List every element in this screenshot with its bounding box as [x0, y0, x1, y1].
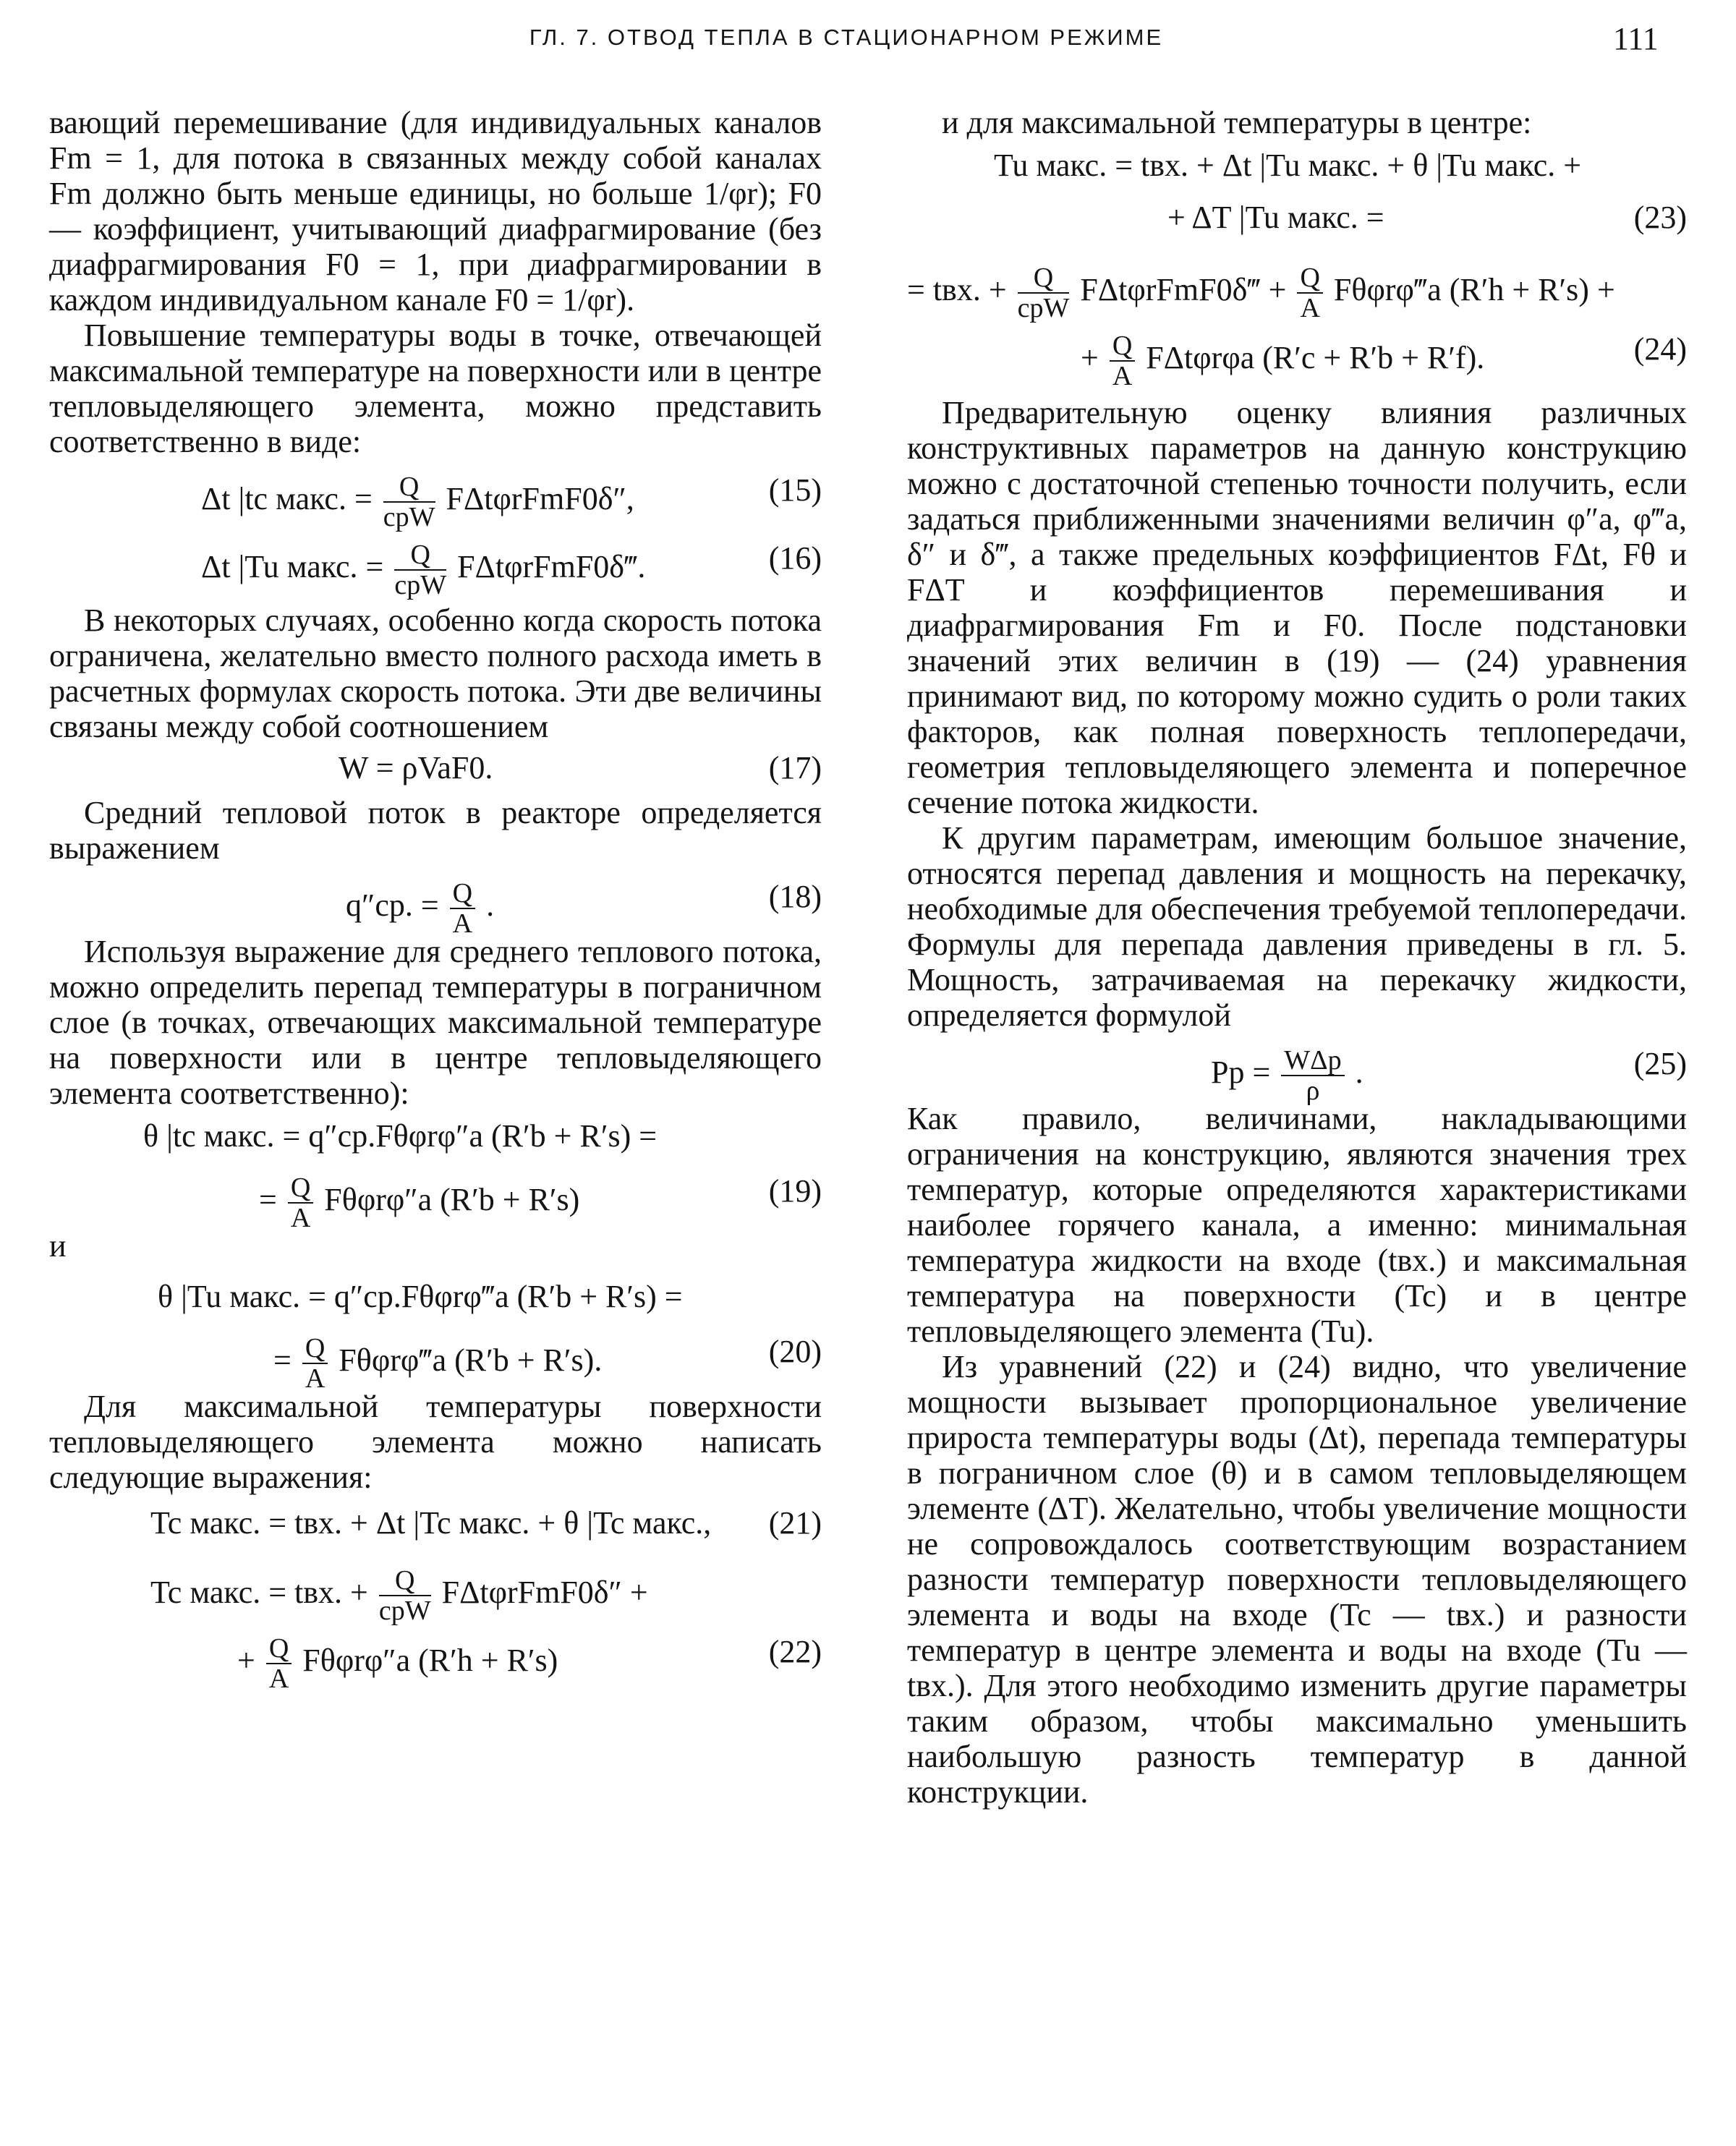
equation-20a [49, 1272, 822, 1321]
eq-lhs: Δt |Tu макс. = [201, 549, 384, 585]
numerator: Q [1297, 263, 1322, 294]
eq-equals: = [259, 1182, 277, 1218]
eq-body: + ΔT |Tu макс. = [1167, 200, 1384, 235]
equation-24a [907, 250, 1687, 323]
paragraph: Из уравнений (22) и (24) видно, что увеличение мощности вызывает пропорциональное увеличение прироста температуры воды (Δt), перепада температуры в пограничном слое (θ) и в самом тепловыделяющем элементе (ΔT). Желательно, чтобы увеличение мощности не сопровождалось соответствующим возрастанием разности температур поверхности тепловыделяющего элемента и воды на входе (Tc — tвх.) и разности температур в центре элемента и воды на входе (Tu — tвх.). Для этого необходимо изменить другие параметры таким образом, чтобы максимально уменьшить наибольшую разность температур в данной конструкции. [907, 1349, 1687, 1810]
paragraph: Для максимальной температуры поверхности тепловыделяющего элемента можно написать следующие выражения: [49, 1389, 822, 1495]
equation-19b [49, 1160, 822, 1233]
eq-rhs: FΔtφrFmF0δ‴. [457, 549, 646, 585]
paragraph: В некоторых случаях, особенно когда скорость потока ограничена, желательно вместо полного расхода иметь в расчетных формулах скорость потока. Эти две величины связаны между собой соотношением [49, 603, 822, 744]
fraction [383, 472, 435, 532]
equation-number: (20) [768, 1334, 822, 1369]
running-title: ГЛ. 7. ОТВОД ТЕПЛА В СТАЦИОНАРНОМ РЕЖИМЕ [529, 25, 1164, 50]
eq-body: Tu макс. = tвх. + Δt |Tu макс. + θ |Tu макс. + [994, 148, 1582, 183]
denominator: cpW [378, 1596, 431, 1626]
eq-lhs: q″ср. = [346, 887, 439, 924]
equation-15 [49, 459, 822, 532]
left-column [49, 105, 822, 1694]
fraction [450, 879, 475, 938]
equation-25 [907, 1033, 1687, 1106]
equation-number: (18) [768, 879, 822, 914]
equation-number: (23) [1633, 200, 1687, 235]
equation-number: (19) [768, 1173, 822, 1209]
fraction [1110, 331, 1135, 391]
equation-23a [907, 140, 1687, 192]
equation-18 [49, 866, 822, 939]
eq-rhs: Fθφrφ″a (R′h + R′s) [302, 1643, 558, 1679]
denominator: A [290, 1203, 311, 1233]
eq-plus: + [1081, 340, 1099, 376]
numerator: Q [379, 1566, 431, 1596]
equation-19a [49, 1111, 822, 1160]
equation-16 [49, 527, 822, 600]
denominator: A [452, 908, 473, 939]
equation-number: (22) [768, 1634, 822, 1669]
eq-plus: + [237, 1643, 255, 1679]
equation-21 [49, 1495, 822, 1553]
paragraph: Средний тепловой поток в реакторе определяется выражением [49, 795, 822, 866]
equation-number: (24) [1633, 331, 1687, 367]
eq-lhs: Tc макс. = tвх. + [150, 1575, 368, 1611]
fraction [394, 540, 446, 600]
eq-rhs: FΔtφrFmF0δ″ + [441, 1575, 648, 1611]
eq-rhs: Fθφrφ‴a (R′h + R′s) + [1333, 272, 1615, 308]
denominator: cpW [394, 570, 447, 600]
paragraph: Повышение температуры воды в точке, отвечающей максимальной температуре на поверхности или в центре тепловыделяющего элемента, можно представить соответственно в виде: [49, 318, 822, 459]
fraction [379, 1566, 431, 1625]
equation-20b [49, 1321, 822, 1394]
denominator: cpW [383, 502, 435, 532]
fraction [1281, 1046, 1344, 1105]
eq-rhs: Fθφrφ″a (R′b + R′s) [324, 1182, 580, 1218]
paragraph: Используя выражение для среднего теплового потока, можно определить перепад температуры в пограничном слое (в точках, отвечающих максимальной температуре на поверхности или в центре тепловыделяющего элемента соответственно): [49, 934, 822, 1111]
paragraph: вающий перемешивание (для индивидуальных каналов Fm = 1, для потока в связанных между собой каналах Fm должно быть меньше единицы, но больше 1/φr); F0 — коэффициент, учитывающий диафрагмирование (без диафрагмирования F0 = 1, при диафрагмировании в каждом индивидуальном канале F0 = 1/φr). [49, 105, 822, 318]
numerator: Q [1018, 263, 1070, 294]
denominator: A [1300, 293, 1320, 323]
fraction [1018, 263, 1070, 323]
numerator: Q [288, 1173, 313, 1204]
equation-number: (16) [768, 540, 822, 576]
and-word: и [49, 1228, 67, 1264]
denominator: cpW [1017, 293, 1070, 323]
eq-dot: . [486, 887, 495, 924]
paragraph: и для максимальной температуры в центре: [942, 105, 1532, 140]
equation-number: (15) [768, 472, 822, 508]
eq-mid: FΔtφrFmF0δ‴ + [1080, 272, 1287, 308]
eq-body: W = ρVaF0. [339, 750, 493, 785]
numerator: Q [266, 1634, 292, 1664]
paragraph: Предварительную оценку влияния различных конструктивных параметров на данную конструкцию можно с достаточной степенью точности получить, если задаться приближенными значениями величин φ″a, φ‴a, δ″ и δ‴, а также предельных коэффициентов FΔt, Fθ и FΔT и коэффициентов перемешивания и диафрагмирования Fm и F0. После подстановки значений этих величин в (19) — (24) уравнения принимают вид, по которому можно судить о роли таких факторов, как полная поверхность теплопередачи, геометрия тепловыделяющего элемента и поперечное сечение потока жидкости. [907, 395, 1687, 820]
eq-body: Tc макс. = tвх. + Δt |Tc макс. + θ |Tc макс., [150, 1505, 712, 1541]
eq-dot: . [1355, 1055, 1363, 1091]
equation-17 [49, 744, 822, 795]
conjunction [49, 1228, 822, 1272]
equation-22b [49, 1621, 822, 1694]
fraction [302, 1334, 328, 1393]
equation-22a [49, 1553, 822, 1626]
eq-body: θ |tc макс. = q″ср.Fθφrφ″a (R′b + R′s) = [143, 1118, 658, 1154]
eq-lhs: Δt |tc макс. = [201, 481, 373, 517]
eq-rhs: FΔtφrφa (R′c + R′b + R′f). [1146, 340, 1485, 376]
numerator: Q [1110, 331, 1135, 362]
eq-body: θ |Tu макс. = q″ср.Fθφrφ‴a (R′b + R′s) = [158, 1279, 683, 1314]
eq-rhs: Fθφrφ‴a (R′b + R′s). [339, 1342, 603, 1379]
eq-lhs: Pp = [1211, 1055, 1271, 1091]
equation-24b [907, 318, 1687, 391]
equation-number: (17) [768, 750, 822, 785]
right-column [907, 105, 1687, 1810]
page-header [0, 21, 1736, 68]
numerator: Q [302, 1334, 328, 1364]
equation-23b [907, 192, 1687, 250]
eq-lhs: = tвх. + [907, 272, 1007, 308]
numerator: WΔp [1281, 1046, 1344, 1076]
equation-number: (25) [1633, 1046, 1687, 1081]
fraction [288, 1173, 313, 1232]
denominator: A [1112, 361, 1133, 391]
numerator: Q [450, 879, 475, 909]
paragraph: Как правило, величинами, накладывающими ограничения на конструкцию, являются значения трех температур, которые определяются характеристиками наиболее горячего канала, а именно: минимальная температура жидкости на входе (tвх.) и максимальная температура на поверхности (Tc) и в центре тепловыделяющего элемента (Tu). [907, 1101, 1687, 1349]
page-number: 111 [1613, 21, 1659, 56]
fraction [266, 1634, 292, 1693]
denominator: A [268, 1664, 289, 1694]
fraction [1297, 263, 1322, 323]
numerator: Q [394, 540, 446, 571]
equation-number: (21) [768, 1505, 822, 1541]
numerator: Q [383, 472, 435, 503]
eq-equals: = [273, 1342, 292, 1379]
denominator: A [305, 1363, 326, 1394]
paragraph: К другим параметрам, имеющим большое значение, относятся перепад давления и мощность на перекачку, необходимые для обеспечения требуемой теплопередачи. Формулы для перепада давления приведены в гл. 5. Мощность, затрачиваемая на перекачку жидкости, определяется формулой [907, 820, 1687, 1033]
denominator: ρ [1306, 1076, 1320, 1106]
eq-rhs: FΔtφrFmF0δ″, [446, 481, 634, 517]
